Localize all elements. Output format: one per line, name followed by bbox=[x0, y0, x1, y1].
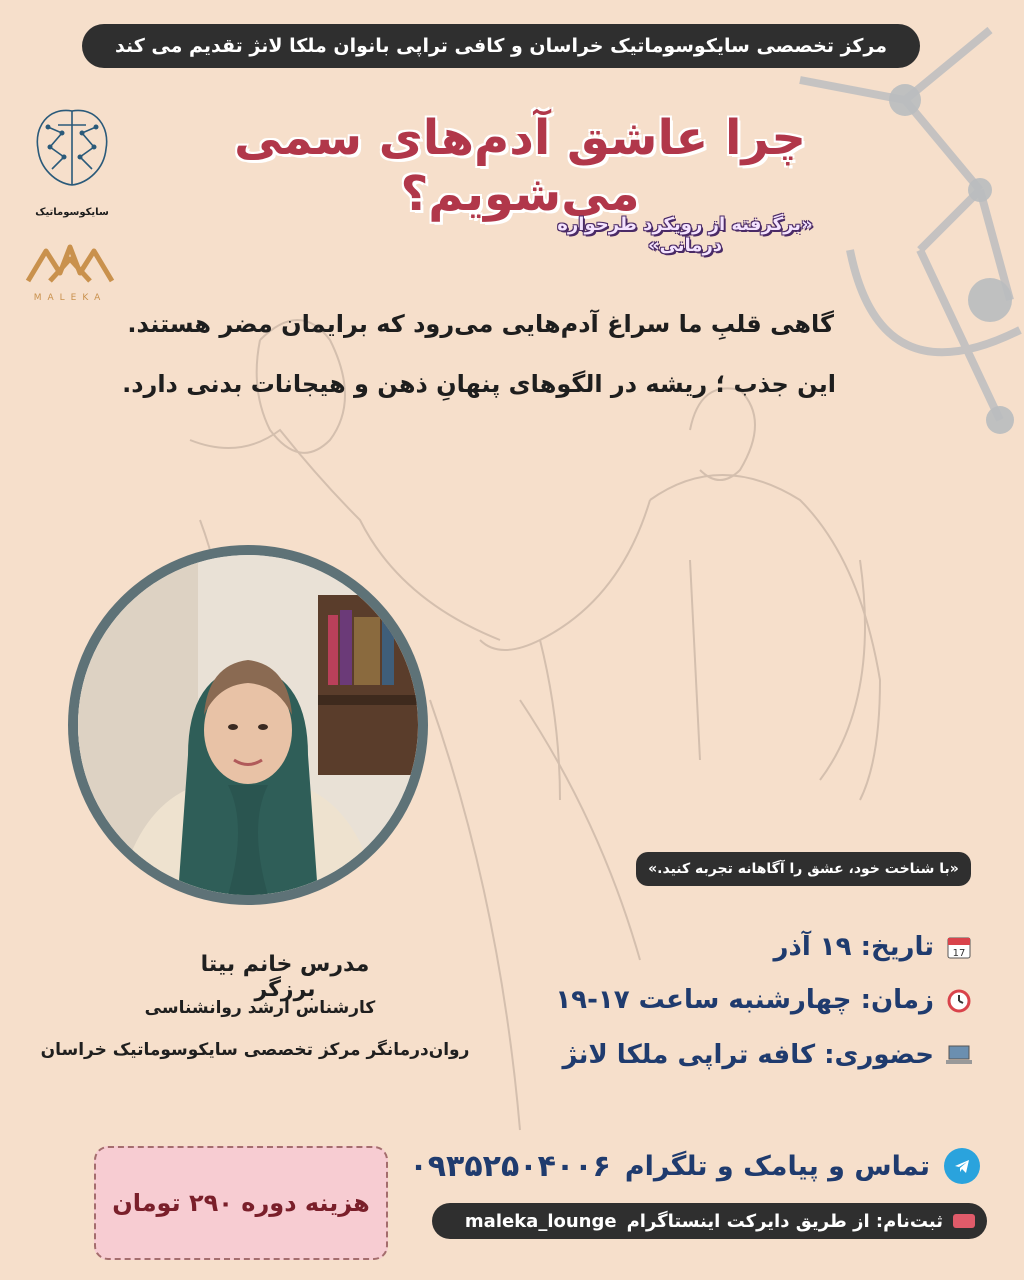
intro-line-2: این جذب ؛ ریشه در الگوهای پنهانِ ذهن و هیجانات بدنی دارد. bbox=[122, 370, 836, 398]
telegram-icon[interactable] bbox=[944, 1148, 980, 1184]
teacher-name: مدرس خانم بیتا برزگر bbox=[200, 952, 370, 1002]
contact-row bbox=[409, 1148, 980, 1184]
event-date-row bbox=[774, 932, 974, 962]
alarm-clock-icon bbox=[944, 985, 974, 1015]
ticket-icon bbox=[953, 1214, 975, 1228]
page-subtitle: «برگرفته از رویکرد طرحواره درمانی» bbox=[557, 214, 813, 256]
teacher-degree: کارشناس ارشد روانشناسی bbox=[144, 998, 376, 1018]
instagram-handle[interactable]: maleka_lounge bbox=[464, 1210, 617, 1232]
quote-pill: «با شناخت خود، عشق را آگاهانه تجربه کنید.» bbox=[636, 852, 971, 886]
contact-label: تماس و پیامک و تلگرام bbox=[624, 1150, 930, 1182]
laptop-icon bbox=[944, 1040, 974, 1070]
maleka-logo bbox=[20, 233, 120, 305]
register-pill[interactable] bbox=[432, 1203, 987, 1239]
brain-icon bbox=[28, 103, 116, 203]
price-box bbox=[94, 1146, 388, 1260]
register-label: ثبت‌نام: از طریق دایرکت اینستاگرام bbox=[626, 1210, 943, 1232]
top-banner: مرکز تخصصی سایکوسوماتیک خراسان و کافی تراپی بانوان ملکا لانژ تقدیم می کند bbox=[82, 24, 920, 68]
psychosomatic-logo bbox=[28, 103, 116, 221]
maleka-logo-caption: MALEKA bbox=[33, 293, 107, 303]
intro-line-1: گاهی قلبِ ما سراغ آدم‌هایی می‌رود که برایمان مضر هستند. bbox=[127, 310, 834, 338]
page-title: چرا عاشق آدم‌های سمی می‌شویم؟ bbox=[234, 110, 806, 222]
teacher-role: روان‌درمانگر مرکز تخصصی سایکوسوماتیک خراسان bbox=[40, 1040, 470, 1060]
event-time-row bbox=[555, 985, 974, 1015]
teacher-photo-image bbox=[78, 555, 418, 895]
calendar-icon bbox=[944, 932, 974, 962]
event-date: تاریخ: ۱۹ آذر bbox=[773, 932, 934, 962]
contact-phone[interactable]: ۰۹۳۵۲۵۰۴۰۰۶ bbox=[409, 1148, 611, 1184]
event-time: زمان: چهارشنبه ساعت ۱۷-۱۹ bbox=[555, 985, 934, 1015]
price-text: هزینه دوره ۲۹۰ تومان bbox=[112, 1189, 370, 1217]
teacher-photo bbox=[68, 545, 428, 905]
event-place-row bbox=[562, 1040, 974, 1070]
svg-text:17: 17 bbox=[952, 948, 966, 959]
psychosomatic-logo-caption: سایکوسوماتیک bbox=[35, 207, 109, 218]
event-place: حضوری: کافه تراپی ملکا لانژ bbox=[562, 1040, 934, 1070]
maleka-crown-icon bbox=[20, 233, 120, 289]
